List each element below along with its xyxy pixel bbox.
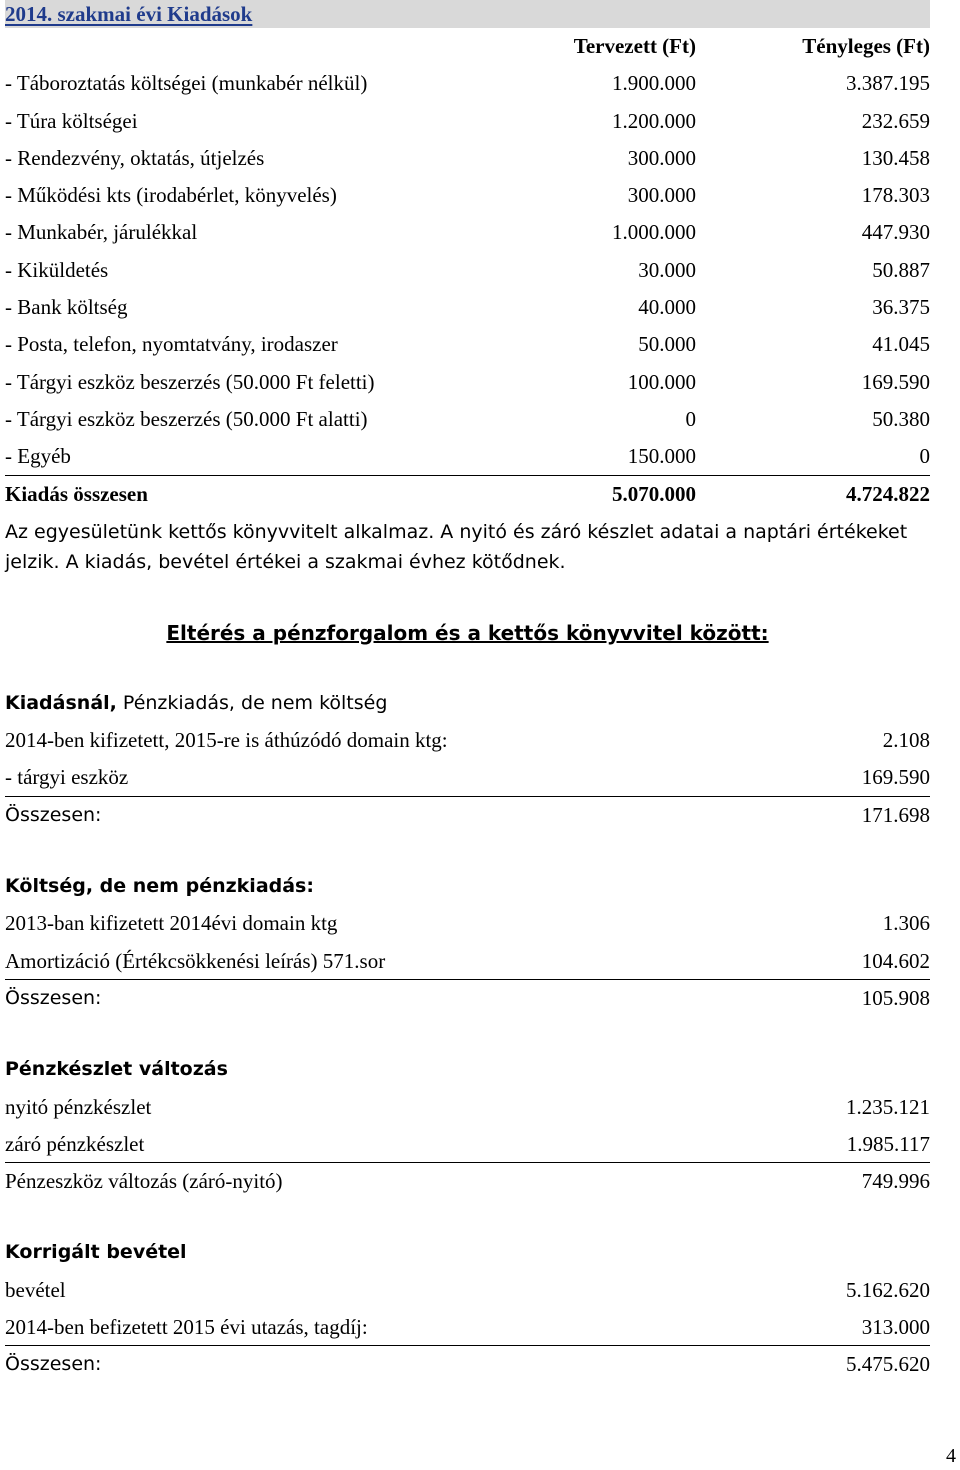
total-planned: 5.070.000 — [612, 481, 696, 506]
section-title: Eltérés a pénzforgalom és a kettős könyvvitel között: — [166, 620, 769, 645]
total-label: Összesen: — [5, 1353, 102, 1376]
col-planned-header: Tervezett (Ft) — [573, 34, 696, 58]
row-planned: 1.000.000 — [612, 220, 696, 245]
heading-text: Pénzkészlet változás — [5, 1058, 228, 1081]
row-actual: 130.458 — [861, 145, 930, 170]
row-actual: 447.930 — [861, 220, 930, 245]
row-planned: 150.000 — [627, 444, 696, 469]
item-value: 1.306 — [882, 911, 930, 936]
list-item — [5, 1089, 930, 1126]
table-row — [5, 140, 930, 177]
item-label: 2014-ben kifizetett, 2015-re is áthúzódó domain ktg: — [5, 728, 448, 753]
list-item — [5, 722, 930, 759]
row-label: - Tárgyi eszköz beszerzés (50.000 Ft feletti) — [5, 369, 375, 394]
total-label: Összesen: — [5, 803, 102, 826]
col-actual-header: Tényleges (Ft) — [802, 34, 930, 58]
block-heading — [5, 868, 930, 905]
kiadasnal-block — [5, 685, 930, 834]
accounting-note: Az egyesületünk kettős könyvvitelt alkalmaz. A nyitó és záró készlet adatai a naptári értékeket jelzik. A kiadás, bevétel értékei a szakmai évhez kötődnek. — [5, 520, 908, 573]
block-heading — [5, 1234, 930, 1271]
row-actual: 232.659 — [861, 108, 930, 133]
row-label: - Munkabér, járulékkal — [5, 220, 198, 245]
item-label: bevétel — [5, 1277, 66, 1302]
list-item — [5, 1272, 930, 1309]
row-planned: 30.000 — [638, 257, 696, 282]
row-planned: 40.000 — [638, 295, 696, 320]
row-planned: 100.000 — [627, 369, 696, 394]
koltseg-block — [5, 868, 930, 1017]
item-value: 313.000 — [861, 1315, 930, 1340]
penzkeszlet-block — [5, 1051, 930, 1200]
item-label: 2014-ben befizetett 2015 évi utazás, tagdíj: — [5, 1315, 368, 1340]
table-row — [5, 401, 930, 438]
document-page — [5, 0, 930, 1384]
row-planned: 0 — [685, 406, 696, 431]
row-label: - Posta, telefon, nyomtatvány, irodaszer — [5, 332, 338, 357]
row-label: - Tárgyi eszköz beszerzés (50.000 Ft alatti) — [5, 406, 368, 431]
heading-text: Korrigált bevétel — [5, 1241, 187, 1264]
row-label: - Bank költség — [5, 295, 128, 320]
table-row — [5, 177, 930, 214]
expenses-table — [5, 65, 930, 513]
total-label: Pénzeszköz változás (záró-nyitó) — [5, 1169, 283, 1194]
item-value: 5.162.620 — [846, 1277, 930, 1302]
list-item — [5, 905, 930, 942]
table-row — [5, 326, 930, 363]
table-row — [5, 438, 930, 475]
item-label: nyitó pénzkészlet — [5, 1094, 152, 1119]
item-value: 2.108 — [882, 728, 930, 753]
block-total — [5, 1163, 930, 1200]
row-label: - Működési kts (irodabérlet, könyvelés) — [5, 183, 337, 208]
row-label: - Rendezvény, oktatás, útjelzés — [5, 145, 265, 170]
block-heading — [5, 685, 930, 722]
item-label: 2013-ban kifizetett 2014évi domain ktg — [5, 911, 338, 936]
table-row — [5, 65, 930, 102]
block-total — [5, 1346, 930, 1383]
page-number: 4 — [946, 1445, 956, 1467]
row-planned: 50.000 — [638, 332, 696, 357]
total-label: Kiadás összesen — [5, 481, 148, 506]
row-label: - Táboroztatás költségei (munkabér nélkül) — [5, 71, 368, 96]
table-row — [5, 252, 930, 289]
row-planned: 1.900.000 — [612, 71, 696, 96]
row-actual: 50.380 — [872, 406, 930, 431]
row-actual: 169.590 — [861, 369, 930, 394]
block-heading — [5, 1051, 930, 1088]
row-planned: 1.200.000 — [612, 108, 696, 133]
table-row — [5, 289, 930, 326]
total-value: 749.996 — [861, 1169, 930, 1194]
row-label: - Kiküldetés — [5, 257, 109, 282]
row-actual: 178.303 — [861, 183, 930, 208]
item-value: 1.235.121 — [846, 1094, 930, 1119]
item-label: záró pénzkészlet — [5, 1131, 145, 1156]
table-row — [5, 364, 930, 401]
row-planned: 300.000 — [627, 183, 696, 208]
item-label: Amortizáció (Értékcsökkenési leírás) 571.sor — [5, 948, 386, 973]
total-row — [5, 476, 930, 513]
list-item — [5, 1309, 930, 1346]
item-value: 1.985.117 — [846, 1131, 930, 1156]
row-actual: 0 — [919, 444, 930, 469]
item-value: 169.590 — [861, 765, 930, 790]
total-label: Összesen: — [5, 986, 102, 1009]
table-row — [5, 214, 930, 251]
page-title: 2014. szakmai évi Kiadások — [5, 1, 253, 26]
heading-bold: Kiadásnál, — [5, 691, 117, 714]
row-actual: 41.045 — [872, 332, 930, 357]
list-item — [5, 943, 930, 980]
row-planned: 300.000 — [627, 145, 696, 170]
block-total — [5, 980, 930, 1017]
title-bar — [5, 0, 930, 28]
item-label: - tárgyi eszköz — [5, 765, 129, 790]
item-value: 104.602 — [861, 948, 930, 973]
heading-text: Költség, de nem pénzkiadás: — [5, 875, 314, 898]
total-value: 171.698 — [861, 802, 930, 827]
heading-rest: Pénzkiadás, de nem költség — [116, 691, 388, 714]
total-value: 5.475.620 — [846, 1352, 930, 1377]
row-label: - Túra költségei — [5, 108, 138, 133]
row-actual: 3.387.195 — [846, 71, 930, 96]
row-actual: 36.375 — [872, 295, 930, 320]
expenses-header-row — [5, 28, 930, 65]
row-label: - Egyéb — [5, 444, 71, 469]
list-item — [5, 759, 930, 796]
block-total — [5, 797, 930, 834]
row-actual: 50.887 — [872, 257, 930, 282]
table-row — [5, 103, 930, 140]
list-item — [5, 1126, 930, 1163]
total-actual: 4.724.822 — [846, 481, 930, 506]
korrigalt-block — [5, 1234, 930, 1383]
total-value: 105.908 — [861, 985, 930, 1010]
